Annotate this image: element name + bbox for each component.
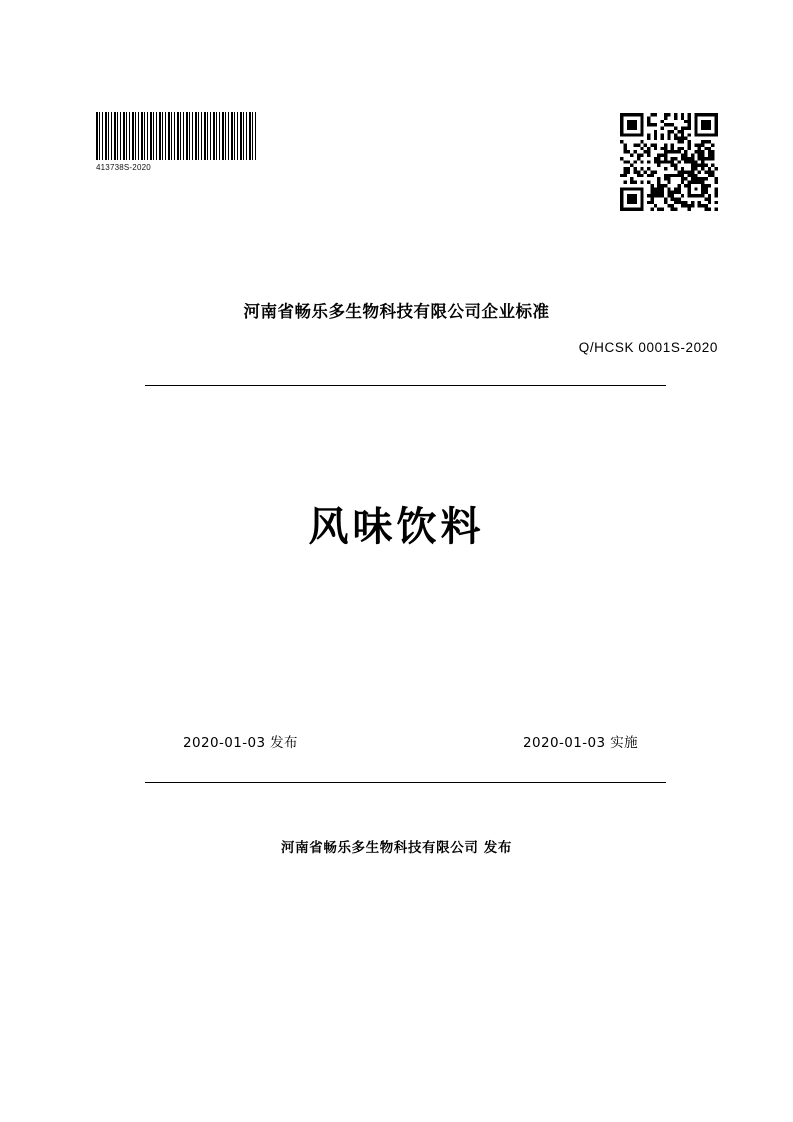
divider-bottom	[145, 782, 666, 783]
page-title: 风味饮料	[308, 504, 485, 550]
divider-top	[145, 385, 666, 386]
barcode-icon	[96, 112, 258, 160]
issuer-line: 河南省畅乐多生物科技有限公司 发布	[281, 840, 512, 856]
barcode-block	[96, 112, 258, 172]
dates-row	[145, 731, 666, 751]
company-standard-title: 河南省畅乐多生物科技有限公司企业标准	[243, 302, 550, 321]
standard-header	[0, 298, 793, 322]
qr-code-icon	[620, 113, 718, 211]
publish-date: 2020-01-03 发布	[183, 735, 298, 751]
qr-code-block	[620, 113, 718, 211]
implement-date: 2020-01-03 实施	[523, 735, 638, 751]
standard-code: Q/HCSK 0001S-2020	[578, 340, 718, 355]
barcode-number: 413738S-2020	[96, 163, 151, 172]
standard-code-row	[0, 339, 793, 357]
